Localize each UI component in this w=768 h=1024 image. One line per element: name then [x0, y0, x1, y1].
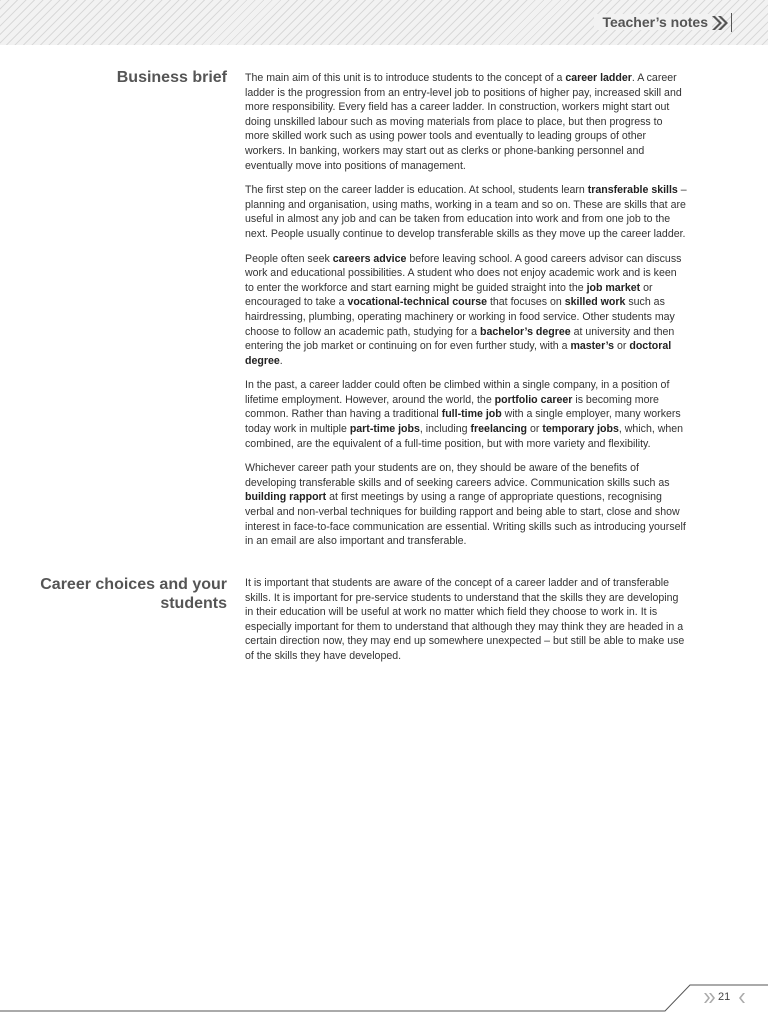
text-run: before leaving school. A good careers advisor can discuss work and educational possibilities. A student who does not enjoy academic work and is keen to enter the workforce and start earning might be guided straight into the — [245, 252, 682, 294]
text-run: . A career ladder is the progression from an entry-level job to positions of higher pay, increased skill and more responsibility. Every field has a career ladder. In construction, workers might start out doing unskilled labour such as moving materials from place to place, but then progress to more skilled work such as using power tools and eventually to leading groups of other workers. In banking, workers may start out as clerks or phone-banking personnel and eventually move into positions of management. — [245, 72, 682, 172]
paragraph — [245, 71, 687, 173]
key-term: bachelor’s degree — [479, 325, 571, 338]
key-term: job market — [586, 281, 641, 294]
text-run: or — [527, 423, 543, 436]
section-heading-business-brief: Business brief — [116, 69, 227, 86]
text-run: . — [279, 354, 283, 367]
text-run: at first meetings by using a range of appropriate questions, recognising verbal and non-verbal techniques for building rapport and being able to start, close and show interest in face-to-face communication are essential. Writing skills such as introducing yourself in an email are also important and transferable. — [245, 491, 686, 548]
text-run: at university and then entering the job market or continuing on for even further study, with a — [245, 325, 675, 353]
key-term: vocational-technical course — [347, 296, 488, 309]
key-term: building rapport — [245, 491, 327, 504]
key-term: full-time job — [441, 408, 502, 421]
double-chevron-icon — [704, 993, 716, 1003]
page-number: 21 — [718, 991, 731, 1003]
text-run: – planning and organisation, using maths, working in a team and so on. These are skills that are useful in almost any job and can be taken from education into work and from one job to the next. People usually continue to develop transferable skills as they move up the career ladder. — [245, 184, 687, 240]
text-run: The main aim of this unit is to introduce students to the concept of a — [245, 72, 566, 84]
text-run: or — [614, 340, 630, 353]
text-run: or encouraged to take a — [245, 281, 653, 309]
section-body-career-choices — [245, 576, 687, 674]
text-run: , which, when combined, are the equivalent of a full-time position, but with more variety and flexibility. — [245, 423, 684, 450]
key-term: careers advice — [332, 252, 407, 265]
key-term: transferable skills — [587, 184, 678, 197]
section-body-business-brief — [245, 71, 687, 559]
paragraph — [245, 576, 687, 664]
chevron-left-icon — [738, 993, 746, 1003]
text-run: is becoming more common. Rather than having a traditional — [245, 393, 659, 421]
key-term: career ladder — [565, 72, 632, 84]
text-run: that focuses on — [487, 296, 565, 309]
key-term: temporary jobs — [542, 423, 619, 436]
paragraph — [245, 461, 687, 549]
text-run: In the past, a career ladder could often be climbed within a single company, in a position of lifetime employment. However, around the world, the — [245, 379, 670, 406]
text-run: People often seek — [245, 252, 333, 265]
paragraph — [245, 183, 687, 241]
paragraph — [245, 252, 687, 369]
text-run: with a single employer, many workers today work in multiple — [245, 408, 681, 436]
text-run: Whichever career path your students are on, they should be aware of the benefits of developing transferable skills and of seeking careers advice. Communication skills such as — [245, 462, 670, 489]
text-run: It is important that students are aware of the concept of a career ladder and of transferable skills. It is important for pre-service students to understand that the skills they are developing in their education will be useful at work no matter which field they choose to work in. It is especially important for them to understand that although they may think they are headed in a certain direction now, they may end up somewhere unexpected – but still be able to make use of the skills they have developed. — [245, 577, 685, 662]
key-term: part-time jobs — [349, 423, 420, 436]
text-run: , including — [419, 423, 471, 436]
running-header-title: Teacher’s notes — [594, 14, 712, 30]
key-term: freelancing — [470, 423, 528, 436]
key-term: portfolio career — [494, 393, 573, 406]
header-divider — [731, 13, 733, 32]
double-chevron-right-icon — [710, 13, 730, 33]
text-run: The first step on the career ladder is education. At school, students learn — [245, 184, 588, 197]
key-term: doctoral degree — [245, 340, 672, 367]
key-term: skilled work — [564, 296, 626, 309]
section-heading-career-choices: Career choices and your students — [40, 576, 227, 612]
text-run: such as hairdressing, plumbing, operating machinery or working in food service. Other students may choose to follow an academic path, studying for a — [245, 296, 675, 338]
paragraph — [245, 378, 687, 451]
key-term: master’s — [570, 340, 615, 353]
